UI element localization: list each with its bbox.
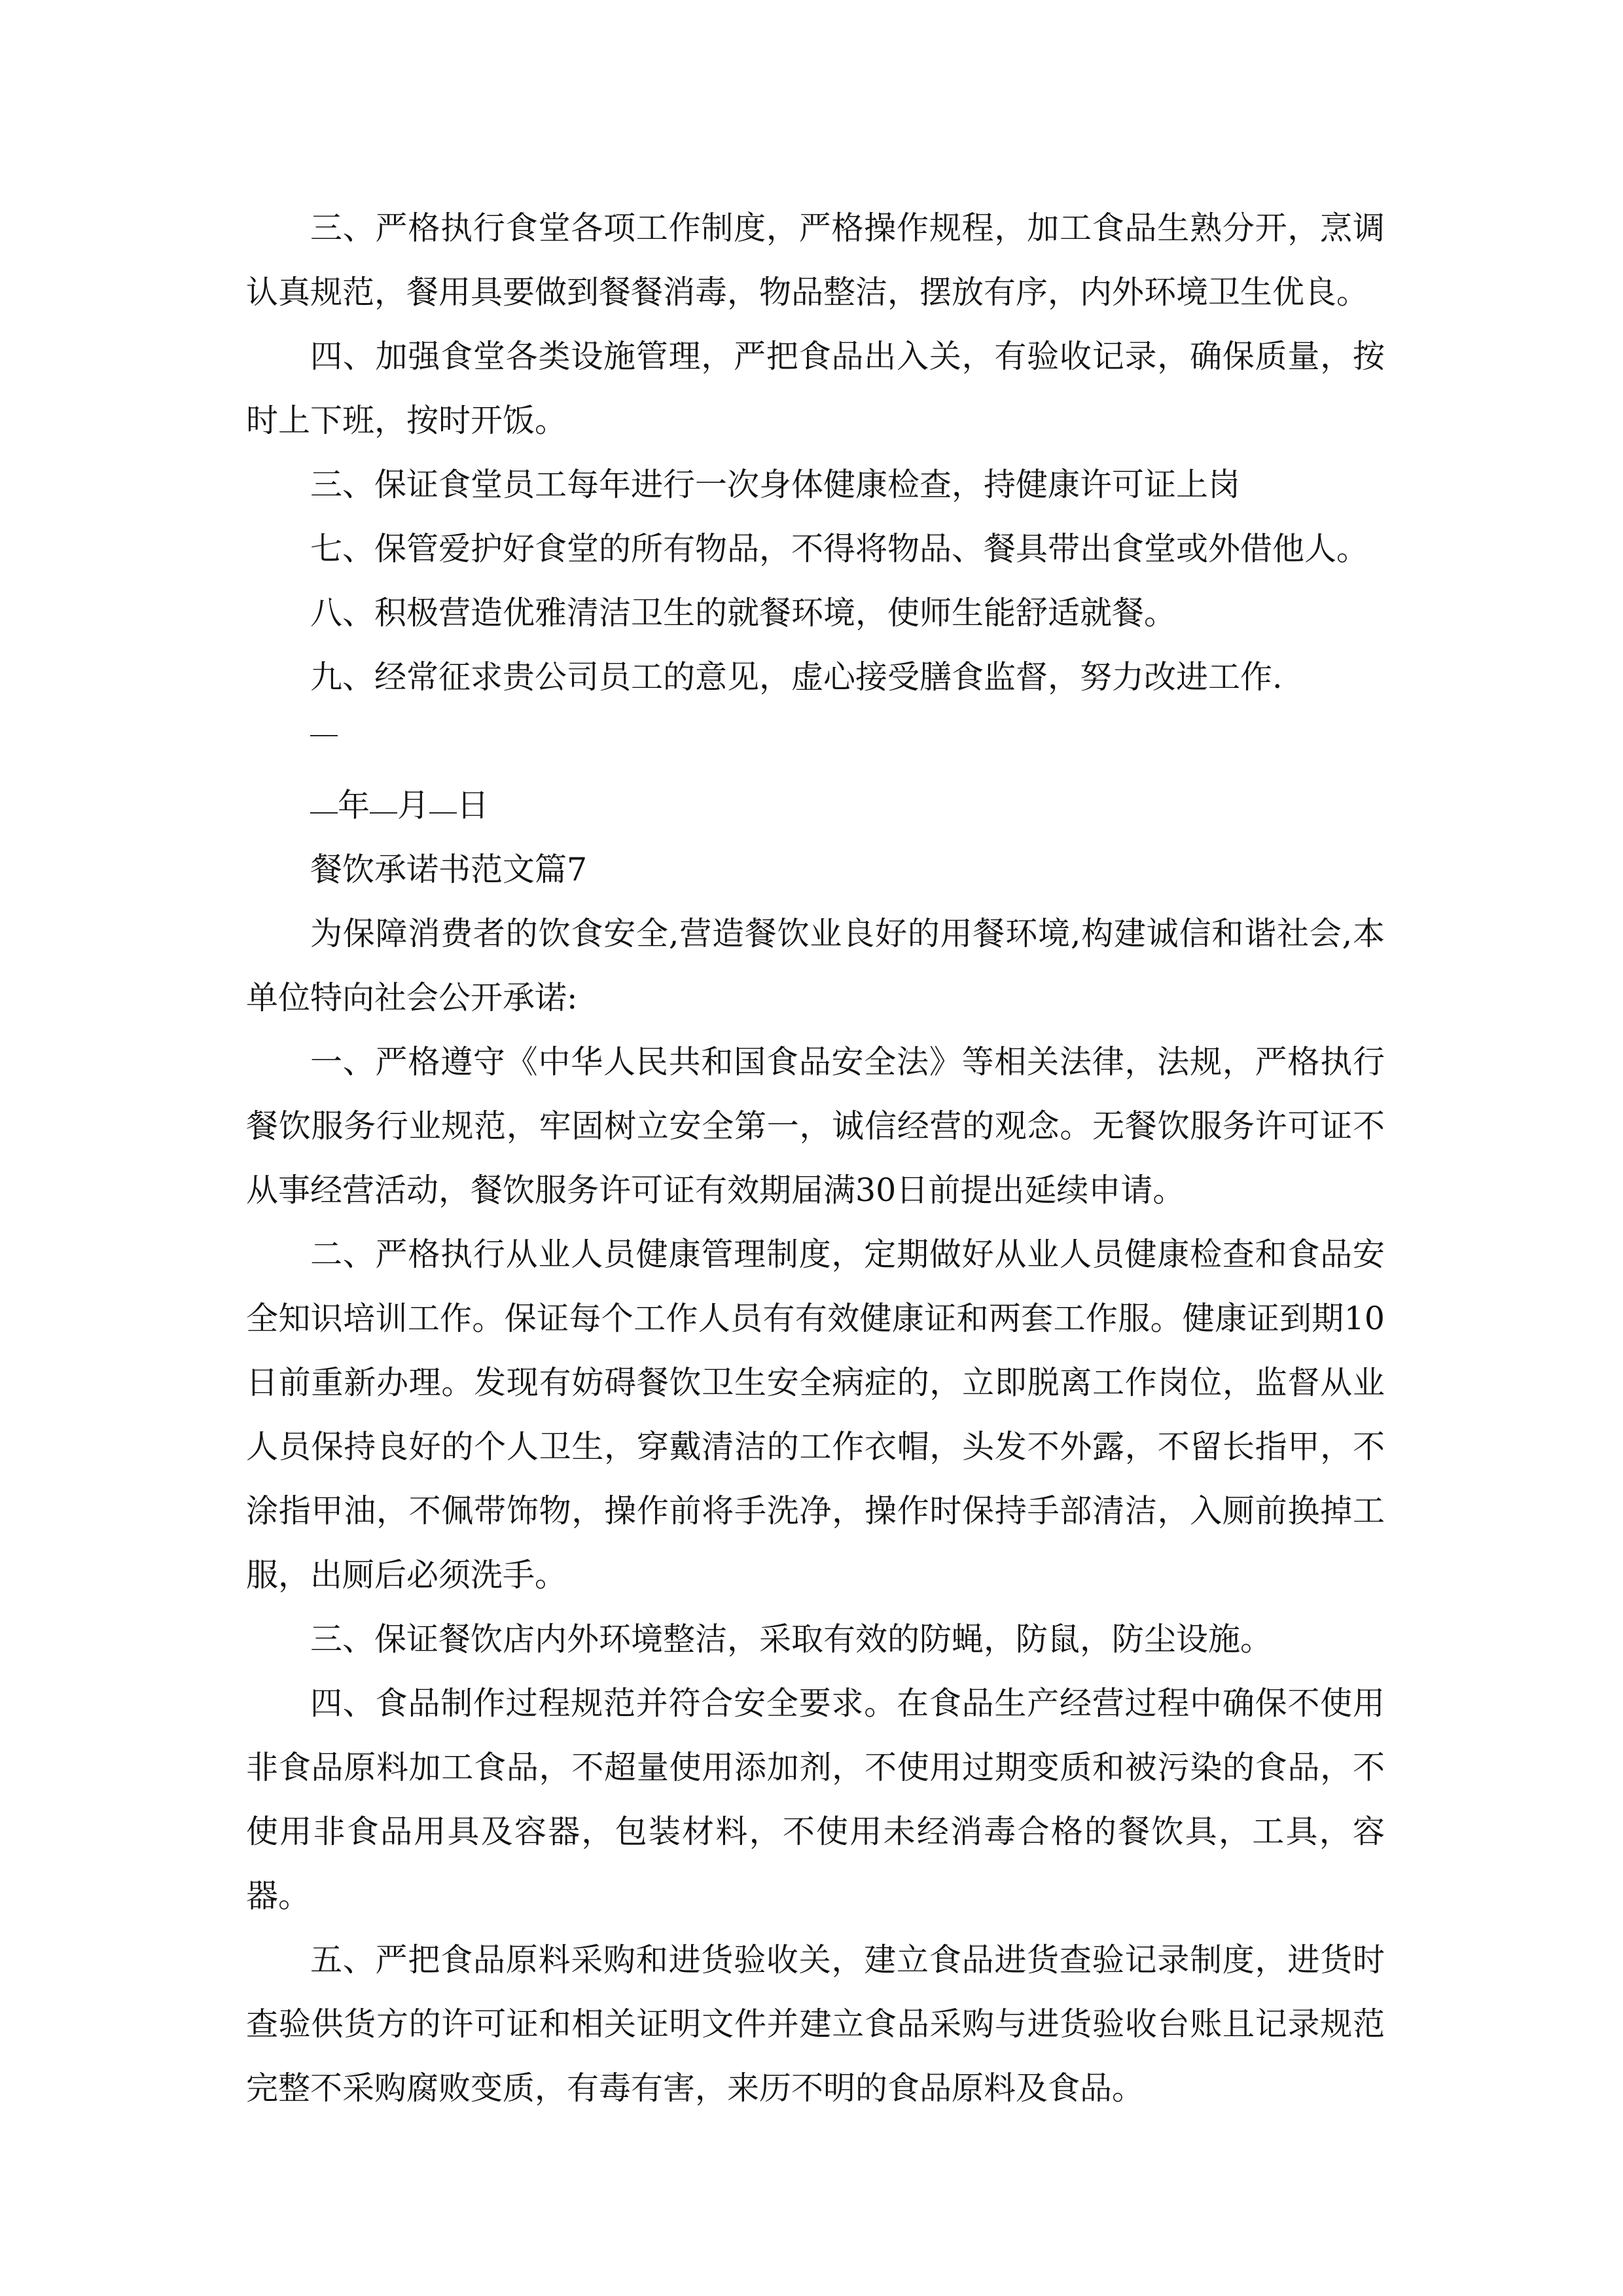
paragraph-law-compliance: 一、严格遵守《中华人民共和国食品安全法》等相关法律，法规，严格执行餐饮服务行业规范，牢固树立安全第一，诚信经营的观念。无餐饮服务许可证不从事经营活动，餐饮服务许可证有效期届满30日前提出延续申请。 <box>246 1043 1385 1209</box>
paragraph-canteen-rules: 三、严格执行食堂各项工作制度，严格操作规程，加工食品生熟分开，烹调认真规范，餐用具要做到餐餐消毒，物品整洁，摆放有序，内外环境卫生优良。 <box>246 209 1385 311</box>
intro-paragraph: 为保障消费者的饮食安全,营造餐饮业良好的用餐环境,构建诚信和谐社会,本单位特向社会公开承诺: <box>246 915 1385 1016</box>
month-blank <box>370 812 397 814</box>
paragraph-facility-management: 四、加强食堂各类设施管理，严把食品出入关，有验收记录，确保质量，按时上下班，按时开饭。 <box>246 338 1385 439</box>
day-label: 日 <box>457 787 490 824</box>
paragraph-feedback: 九、经常征求贵公司员工的意见，虚心接受膳食监督，努力改进工作. <box>310 658 1283 696</box>
year-blank <box>310 812 338 814</box>
year-label: 年 <box>338 787 370 824</box>
paragraph-production-safety: 四、食品制作过程规范并符合安全要求。在食品生产经营过程中确保不使用非食品原料加工食品，不超量使用添加剂，不使用过期变质和被污染的食品，不使用非食品用具及容器，包装材料，不使用未经消毒合格的餐饮具，工具，容器。 <box>246 1685 1385 1914</box>
paragraph-staff-health: 二、严格执行从业人员健康管理制度，定期做好从业人员健康检查和食品安全知识培训工作。保证每个工作人员有有效健康证和两套工作服。健康证到期10日前重新办理。发现有妨碍餐饮卫生安全病症的，立即脱离工作岗位，监督从业人员保持良好的个人卫生，穿戴清洁的工作衣帽，头发不外露，不留长指甲，不涂指甲油，不佩带饰物，操作前将手洗净，操作时保持手部清洁，入厕前换掉工服，出厕后必须洗手。 <box>246 1236 1385 1594</box>
date-line <box>246 774 1385 838</box>
month-label: 月 <box>397 787 430 824</box>
paragraph-environment-sanitation: 三、保证餐饮店内外环境整洁，采取有效的防蝇，防鼠，防尘设施。 <box>310 1621 1273 1658</box>
paragraph-health-check: 三、保证食堂员工每年进行一次身体健康检查，持健康许可证上岗 <box>310 466 1241 503</box>
day-blank <box>429 812 457 814</box>
document-content <box>246 196 1385 2121</box>
signature-blank <box>310 735 338 736</box>
paragraph-procurement-check: 五、严把食品原料采购和进货验收关，建立食品进货查验记录制度，进货时查验供货方的许可证和相关证明文件并建立食品采购与进货验收台账且记录规范完整不采购腐败变质，有毒有害，来历不明的食品原料及食品。 <box>246 1941 1385 2107</box>
paragraph-dining-environment: 八、积极营造优雅清洁卫生的就餐环境，使师生能舒适就餐。 <box>310 594 1177 632</box>
signature-line <box>246 709 1385 774</box>
section-title: 餐饮承诺书范文篇7 <box>310 851 588 888</box>
paragraph-property-care: 七、保管爱护好食堂的所有物品，不得将物品、餐具带出食堂或外借他人。 <box>310 530 1369 567</box>
